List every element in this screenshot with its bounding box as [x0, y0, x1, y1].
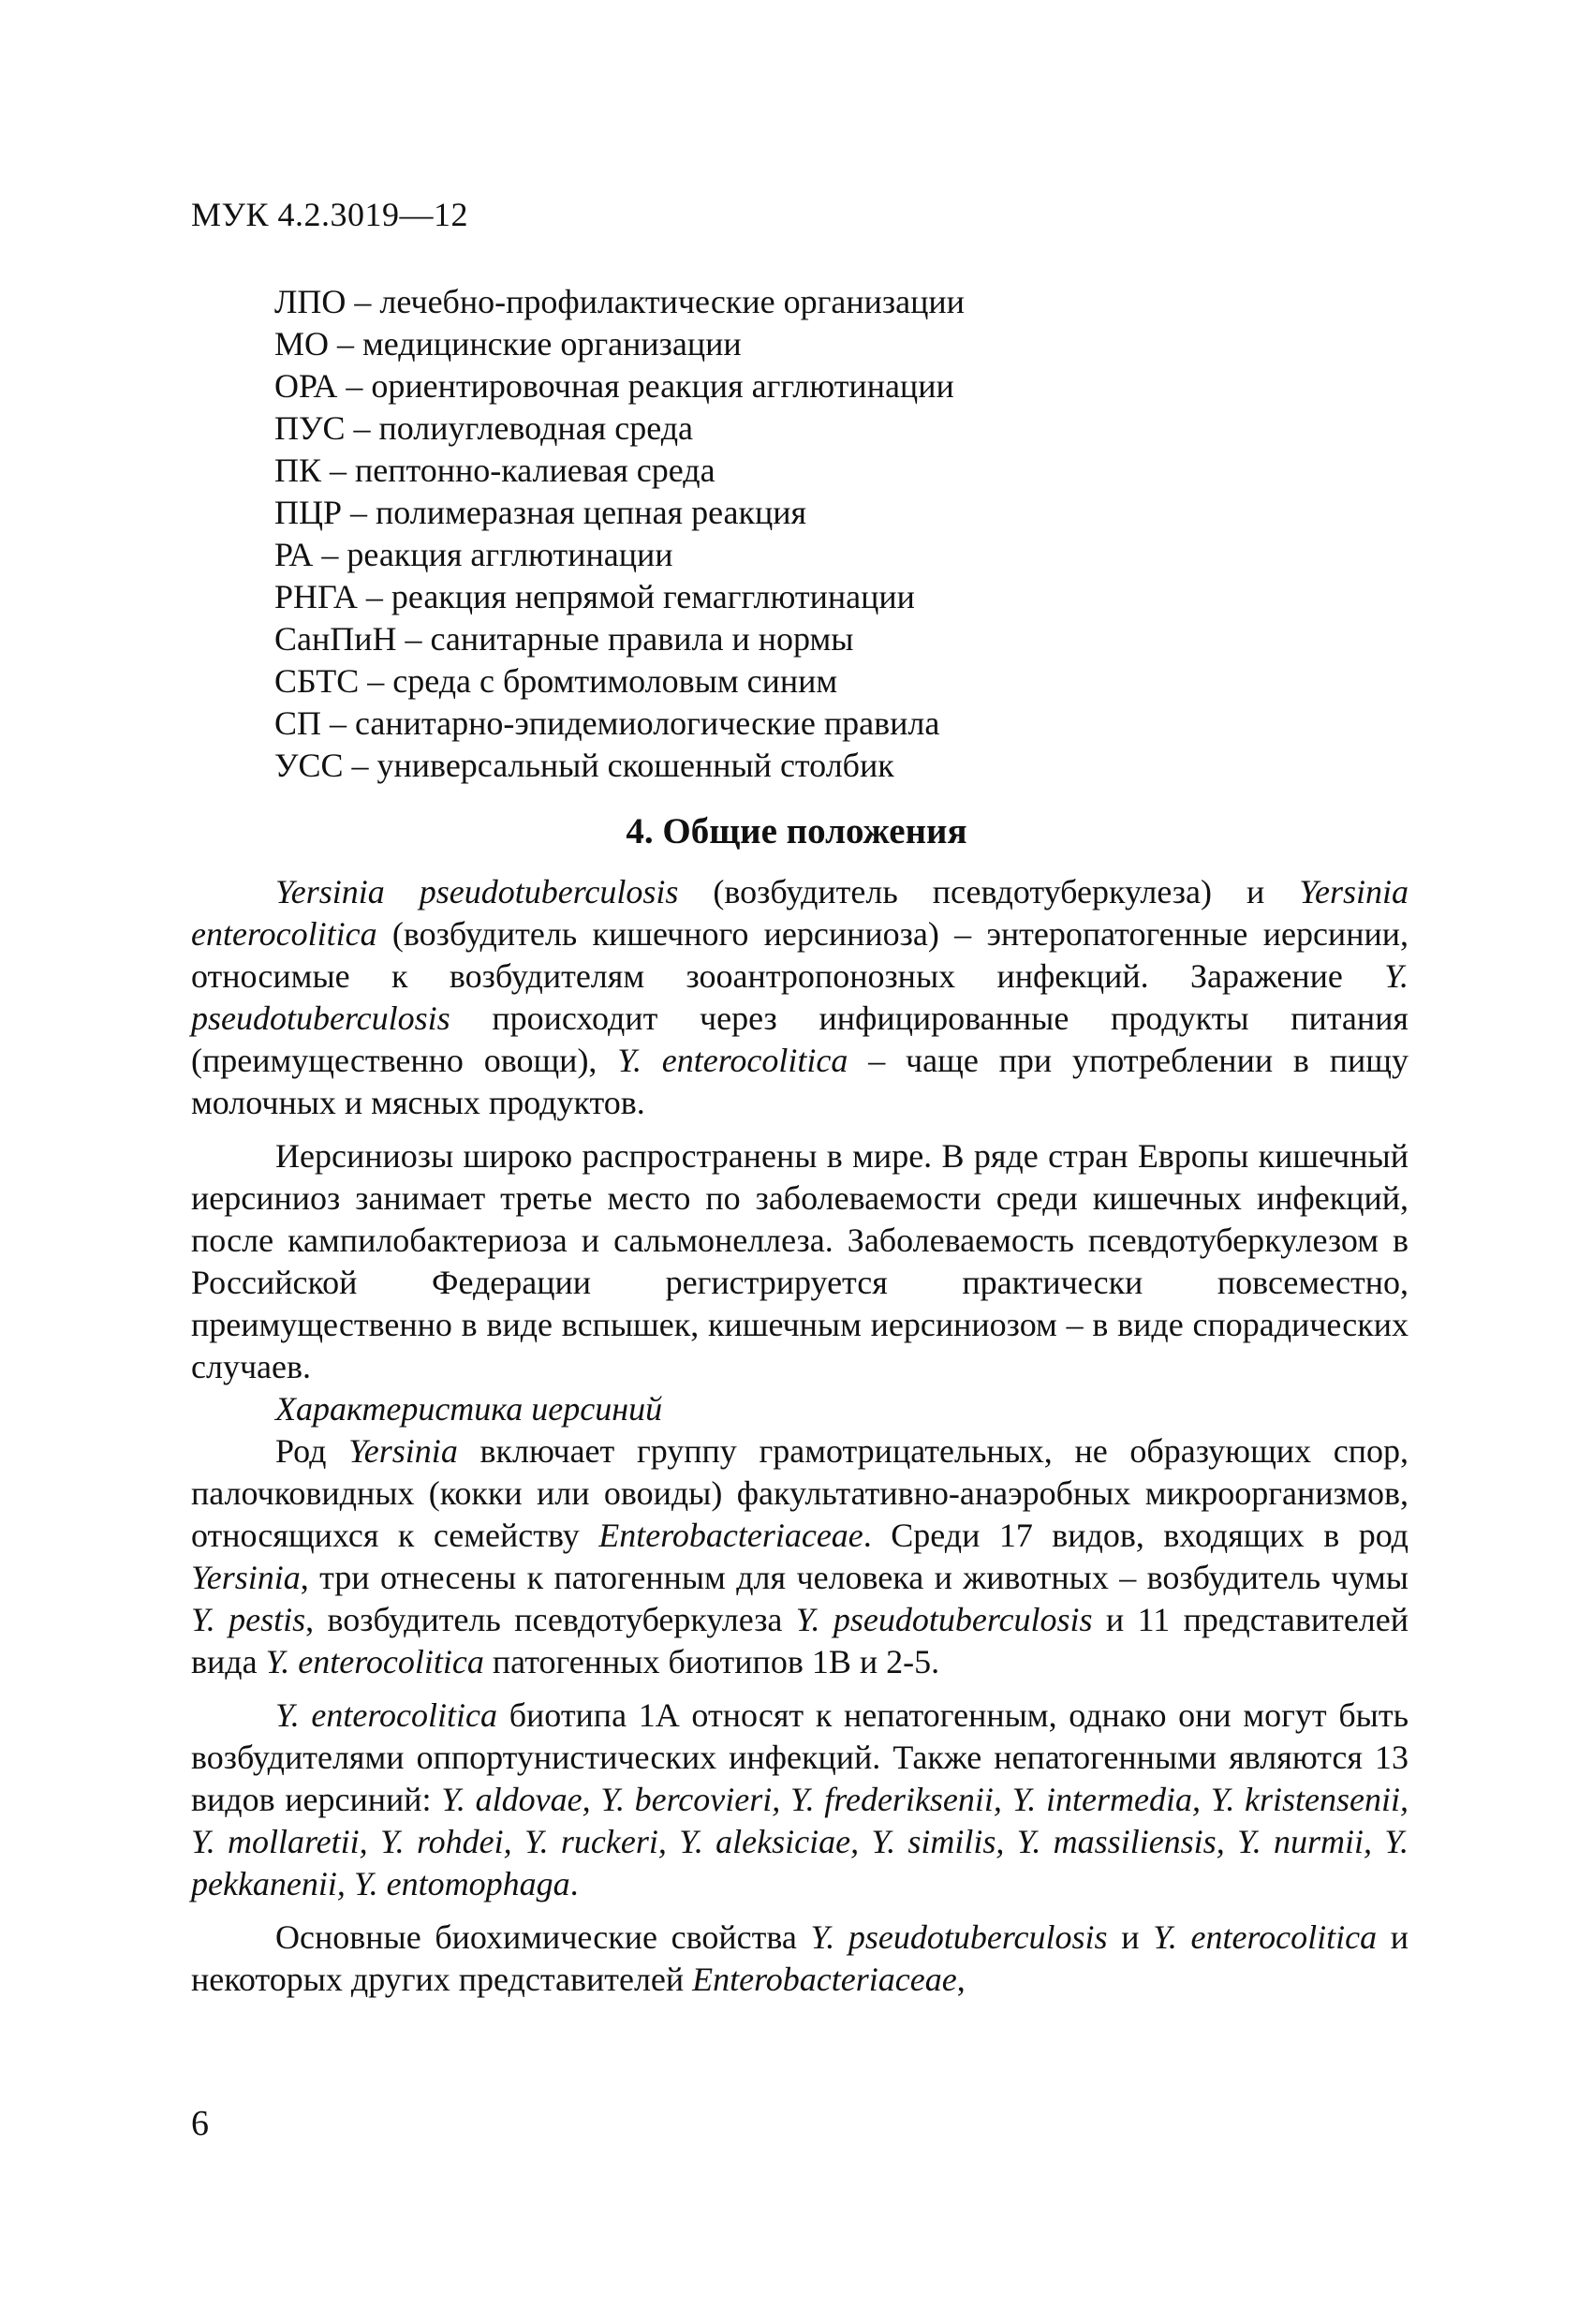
- abbreviation-item: РНГА – реакция непрямой гемагглютинации: [274, 578, 915, 615]
- species-name: Y. pseudotuberculosis: [810, 1918, 1108, 1956]
- paragraph-pathogens: [191, 871, 1409, 1124]
- document-code-header: МУК 4.2.3019—12: [191, 196, 469, 233]
- paragraph-text: Основные биохимические свойства: [275, 1918, 811, 1956]
- paragraph-genus: [191, 1430, 1409, 1683]
- paragraph-text: , три отнесены к патогенным для человека и животных – возбудитель чумы: [300, 1559, 1409, 1596]
- paragraph-text: .: [569, 1865, 579, 1902]
- paragraph-text: и: [1107, 1918, 1154, 1956]
- species-name: Yersinia enterocolitica: [191, 873, 1409, 953]
- species-name: Y. pestis: [191, 1601, 306, 1638]
- paragraph-text: – чаще при употреблении в пищу молочных и мясных продуктов.: [191, 1042, 1409, 1121]
- paragraph-text: и 11 представителей вида: [191, 1601, 1409, 1680]
- paragraph-text: включает группу грамотрицательных, не образующих спор, палочковидных (кокки или овоиды) факультативно-анаэробных микроорганизмов, относящихся к семейству: [191, 1432, 1409, 1554]
- abbreviation-list: [274, 281, 965, 787]
- species-name: Y. enterocolitica: [617, 1042, 848, 1079]
- species-name: Y. pseudotuberculosis: [191, 957, 1409, 1037]
- species-name: Y. enterocolitica: [275, 1696, 498, 1734]
- abbreviation-item: ПЦР – полимеразная цепная реакция: [274, 494, 807, 531]
- abbreviation-item: РА – реакция агглютинации: [274, 536, 673, 573]
- paragraph-text: и некоторых других представителей: [191, 1918, 1409, 1998]
- species-name: Yersinia pseudotuberculosis: [275, 873, 679, 910]
- section-heading: 4. Общие положения: [626, 811, 967, 851]
- abbreviation-item: ПК – пептонно-калиевая среда: [274, 451, 715, 489]
- abbreviation-item: МО – медицинские организации: [274, 325, 742, 363]
- abbreviation-item: СБТС – среда с бромтимоловым синим: [274, 662, 838, 700]
- paragraph-text: , возбудитель псевдотуберкулеза: [305, 1601, 796, 1638]
- abbreviation-item: УСС – универсальный скошенный столбик: [274, 747, 894, 784]
- paragraph-text: Род: [275, 1432, 349, 1470]
- paragraph-biochemical: [191, 1917, 1409, 2001]
- paragraph-nonpathogenic: [191, 1695, 1409, 1905]
- genus-name: Yersinia: [191, 1559, 301, 1596]
- paragraph-text: (возбудитель кишечного иерсиниоза) – энтеропатогенные иерсинии, относимые к возбудителям зооантропонозных инфекций. Заражение: [191, 915, 1409, 995]
- species-name: Y. enterocolitica: [1153, 1918, 1378, 1956]
- abbreviation-item: ОРА – ориентировочная реакция агглютинации: [274, 367, 954, 405]
- family-name: Enterobacteriaceae: [598, 1517, 863, 1554]
- paragraph-text: ,: [956, 1961, 966, 1998]
- paragraph-text: происходит через инфицированные продукты питания (преимущественно овощи),: [191, 999, 1409, 1079]
- species-name: Y. enterocolitica: [265, 1643, 484, 1680]
- page-number: 6: [191, 2104, 209, 2143]
- abbreviation-item: СанПиН – санитарные правила и нормы: [274, 620, 854, 658]
- paragraph-text: биотипа 1А относят к непатогенным, однако они могут быть возбудителями оппортунистических инфекций. Также непатогенными являются 13 видов иерсиний:: [191, 1696, 1409, 1818]
- species-list: Y. aldovae, Y. bercovieri, Y. frederiksenii, Y. intermedia, Y. kristensenii, Y. mollaretii, Y. rohdei, Y. ruckeri, Y. aleksiciae, Y. similis, Y. massiliensis, Y. nurmii, Y. pekkanenii, Y. entomophaga: [191, 1781, 1409, 1902]
- abbreviation-item: ЛПО – лечебно-профилактические организации: [274, 283, 965, 320]
- genus-name: Yersinia: [348, 1432, 458, 1470]
- abbreviation-item: СП – санитарно-эпидемиологические правила: [274, 704, 940, 742]
- paragraph-text: патогенных биотипов 1В и 2-5.: [483, 1643, 940, 1680]
- section-body: [191, 871, 1409, 2001]
- paragraph-text: . Среди 17 видов, входящих в род: [863, 1517, 1409, 1554]
- family-name: Enterobacteriaceae: [692, 1961, 957, 1998]
- subheading-characteristics: Характеристика иерсиний: [275, 1390, 663, 1428]
- species-name: Y. pseudotuberculosis: [795, 1601, 1093, 1638]
- paragraph-prevalence: Иерсиниозы широко распространены в мире. В ряде стран Европы кишечный иерсиниоз занимает третье место по заболеваемости среди кишечных инфекций, после кампилобактериоза и сальмонеллеза. Заболеваемость псевдотуберкулезом в Российской Федерации регистрируется практически повсеместно, преимущественно в виде вспышек, кишечным иерсиниозом – в виде спорадических случаев.: [191, 1137, 1409, 1385]
- paragraph-text: (возбудитель псевдотуберкулеза) и: [678, 873, 1300, 910]
- abbreviation-item: ПУС – полиуглеводная среда: [274, 409, 694, 447]
